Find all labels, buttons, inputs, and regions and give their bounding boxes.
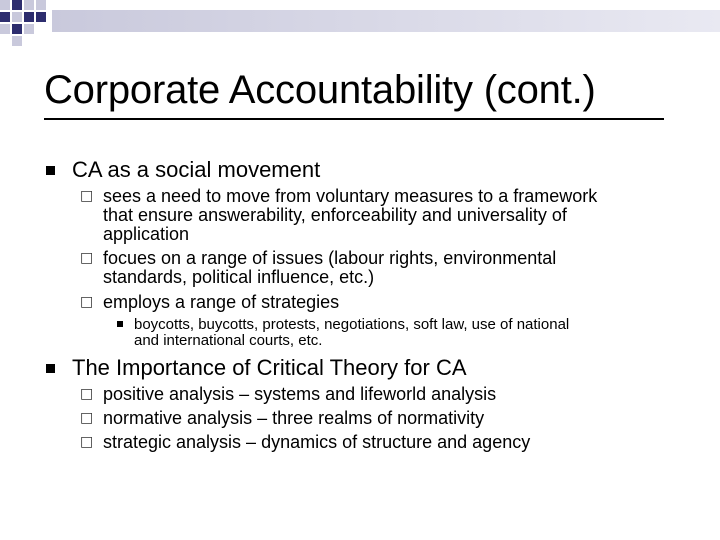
decor-square	[0, 12, 10, 22]
hollow-square-icon: □	[80, 386, 94, 402]
subpoint-text-line: boycotts, buycotts, protests, negotiations, soft law, use of national	[134, 316, 570, 333]
header-bar	[52, 10, 720, 32]
decor-square	[12, 36, 22, 46]
hollow-square-icon: □	[80, 410, 94, 426]
slide-title: Corporate Accountability (cont.)	[44, 68, 596, 112]
point-text-line: focues on a range of issues (labour rights, environmental	[103, 248, 557, 268]
decor-square	[12, 12, 22, 22]
title-underline	[44, 118, 664, 120]
decor-square	[36, 12, 46, 22]
point-text-line: application	[103, 224, 190, 244]
decor-square	[0, 24, 10, 34]
subpoint-text-line: and international courts, etc.	[134, 332, 323, 349]
decor-square	[12, 0, 22, 10]
point-text-line: that ensure answerability, enforceability and universality of	[103, 205, 567, 225]
decor-square	[36, 0, 46, 10]
header-decoration	[0, 0, 720, 48]
filled-square-icon	[46, 166, 55, 175]
point-text-line: positive analysis – systems and lifeworld analysis	[103, 384, 497, 404]
point-text-line: normative analysis – three realms of normativity	[103, 408, 485, 428]
small-filled-square-icon	[117, 321, 123, 327]
decor-square	[24, 12, 34, 22]
decor-square	[0, 0, 10, 10]
point-text-line: sees a need to move from voluntary measures to a framework	[103, 186, 598, 206]
decor-square	[24, 24, 34, 34]
decor-square	[12, 24, 22, 34]
hollow-square-icon: □	[80, 250, 94, 266]
point-text-line: standards, political influence, etc.)	[103, 267, 375, 287]
decor-square	[24, 0, 34, 10]
filled-square-icon	[46, 364, 55, 373]
hollow-square-icon: □	[80, 294, 94, 310]
point-text-line: strategic analysis – dynamics of structure and agency	[103, 432, 531, 452]
section-heading-text: The Importance of Critical Theory for CA	[72, 355, 467, 380]
hollow-square-icon: □	[80, 188, 94, 204]
hollow-square-icon: □	[80, 434, 94, 450]
point-text-line: employs a range of strategies	[103, 292, 340, 312]
section-heading-text: CA as a social movement	[72, 157, 321, 182]
